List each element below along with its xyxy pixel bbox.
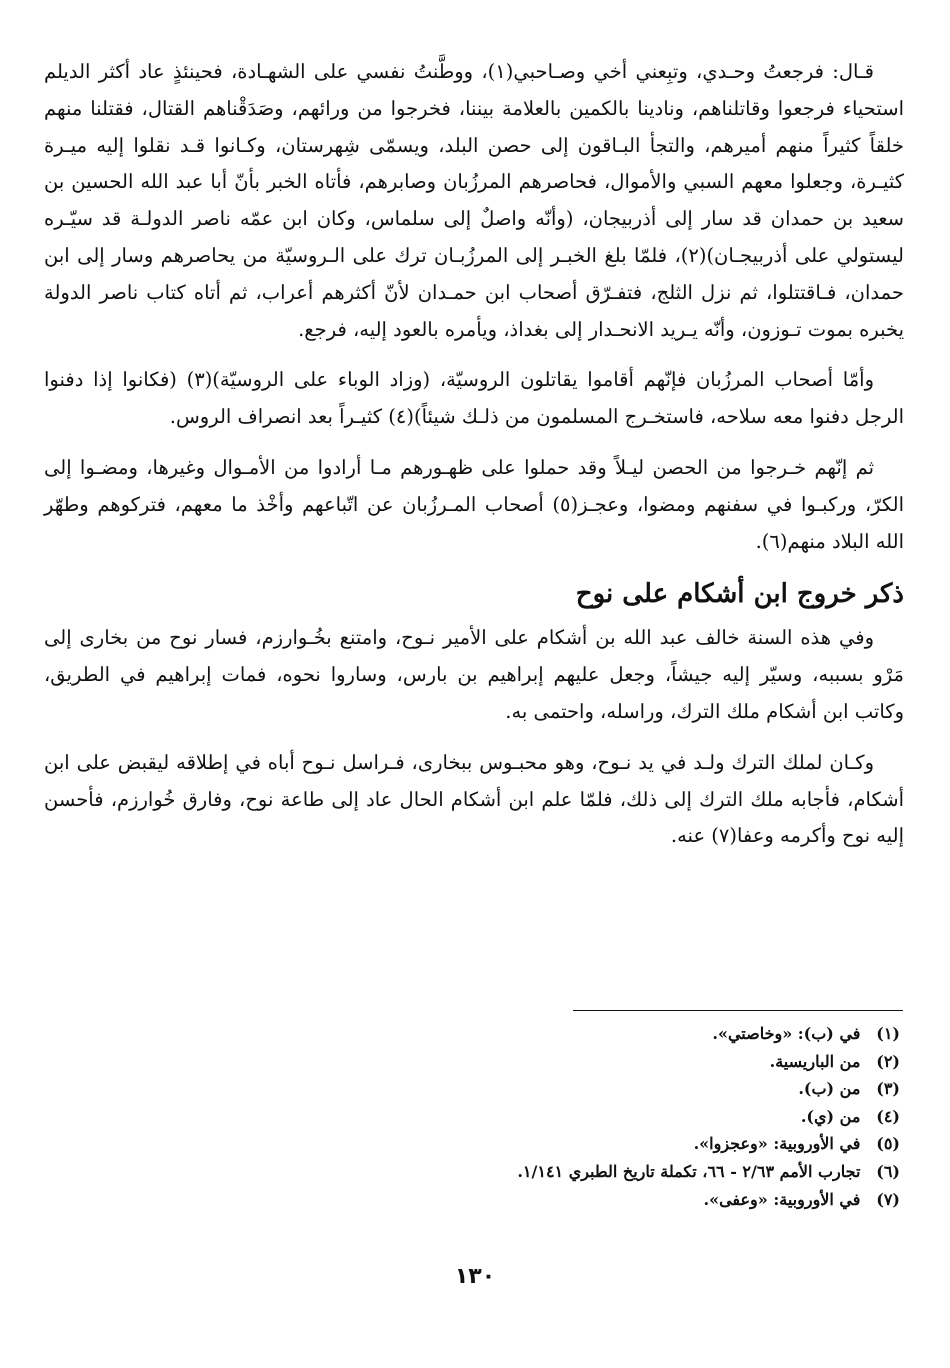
footnote <box>300 1186 900 1214</box>
footnote <box>300 1048 900 1076</box>
footnote-text: في (ب): «وخاصتي». <box>712 1024 861 1043</box>
footnote-text: من (ب). <box>798 1079 861 1099</box>
footnote-number: (٥) <box>876 1134 900 1154</box>
footnote-separator <box>573 1010 903 1011</box>
footnote-text: في الأوروبية: «وعجزوا». <box>693 1134 861 1154</box>
section-title: ذكر خروج ابن أشكام على نوح <box>575 579 904 610</box>
footnote <box>300 1020 900 1048</box>
paragraph: وأمّا أصحاب المرزُبان فإنّهم أقاموا يقاتلون الروسيّة، (وزاد الوباء على الروسيّة)(٣) (فكانوا إذا دفنوا الرجل دفنوا معه سلاحه، فاستخـرج المسلمون من ذلـك شيئاً)(٤) كثيـراً بعد انصراف الروس. <box>44 368 904 429</box>
footnote <box>300 1130 900 1158</box>
footnote-text: من الباريسية. <box>769 1051 861 1071</box>
paragraph: قـال: فرجعتُ وحـدي، وتبِعني أخي وصـاحبي(١)، ووطَّنتُ نفسي على الشهـادة، فحينئذٍ عاد أكثر الديلم استحياء فرجعوا وقاتلناهم، ونادينا بالكمين بالعلامة بيننا، فخرجوا من ورائهم، وصَدَقْناهم القتال، فقتلنا منهم خلقاً كثيراً منهم أميرهم، والتجأ البـاقون إلى حصن البلد، ويسمّى شِهرستان، وكـانوا قـد نقلوا إليه ميـرة كثيـرة، وجعلوا معهم السبي والأموال، فحاصرهم المرزُبان وصابرهم، فأتاه الخبر بأنّ أبا عبد الله الحسين بن سعيد بن حمدان قد سار إلى أذربيجان، (وأنّه واصلٌ إلى سلماس، وكان ابن عمّه ناصر الدولـة قد سيّـره ليستولي على أذربيجـان)(٢)، فلمّا بلغ الخبـر إلى المرزُبـان ترك على الـروسيّة من يحاصرهم وسار إلى ابن حمدان، فـاقتتلوا، ثم نزل الثلج، فتفـرّق أصحاب ابن حمـدان لأنّ أكثرهم أعراب، ثم أتاه كتاب ناصر الدولة يخبره بموت تـوزون، وأنّه يـريد الانحـدار إلى بغداذ، ويأمره بالعود إليه، فرجع. <box>44 60 904 341</box>
footnote <box>300 1075 900 1103</box>
main-text <box>44 54 904 855</box>
footnote-number: (٤) <box>876 1106 900 1126</box>
footnote-number: (٧) <box>876 1189 900 1209</box>
footnote-number: (٦) <box>876 1161 900 1181</box>
paragraph: وفي هذه السنة خالف عبد الله بن أشكام على الأمير نـوح، وامتنع بخُـوارزم، فسار نوح من بخارى إلى مَرْو بسببه، وسيّر إليه جيشاً، وجعل عليهم إبراهيم بن بارس، وساروا نحوه، فمات إبراهيم في الطريق، وكاتب ابن أشكام ملك الترك، وراسله، واحتمى به. <box>44 626 904 723</box>
page-number: ١٣٠ <box>454 1264 496 1289</box>
footnotes <box>300 1020 900 1213</box>
footnote-text: في الأوروبية: «وعفى». <box>703 1189 861 1209</box>
footnote <box>300 1158 900 1186</box>
footnote-text: تجارب الأمم ٢/٦٣ - ٦٦، تكملة تاريخ الطبري ١/١٤١. <box>517 1161 861 1181</box>
footnote-number: (٣) <box>876 1079 900 1099</box>
footnote <box>300 1103 900 1131</box>
footnote-number: (٢) <box>876 1051 900 1071</box>
footnote-number: (١) <box>876 1024 900 1043</box>
paragraph: ثم إنّهم خـرجوا من الحصن ليـلاً وقد حملوا على ظهـورهم مـا أرادوا من الأمـوال وغيرها، ومضـوا إلى الكرّ، وركبـوا في سفنهم ومضوا، وعجـز(٥) أصحاب المـرزُبان عن اتّباعهم وأخْذ ما معهم، فتركوهم وطهّر الله البلاد منهم(٦). <box>44 455 904 553</box>
paragraph: وكـان لملك الترك ولـد في يد نـوح، وهو محبـوس ببخارى، فـراسل نـوح أباه في إطلاقه ليقبض على ابن أشكام، فأجابه ملك الترك إلى ذلك، فلمّا علم ابن أشكام الحال عاد إلى طاعة نوح، وفارق خُوارزم، فأحسن إليه نوح وأكرمه وعفا(٧) عنه. <box>44 750 904 848</box>
footnote-text: من (ي). <box>800 1106 861 1126</box>
